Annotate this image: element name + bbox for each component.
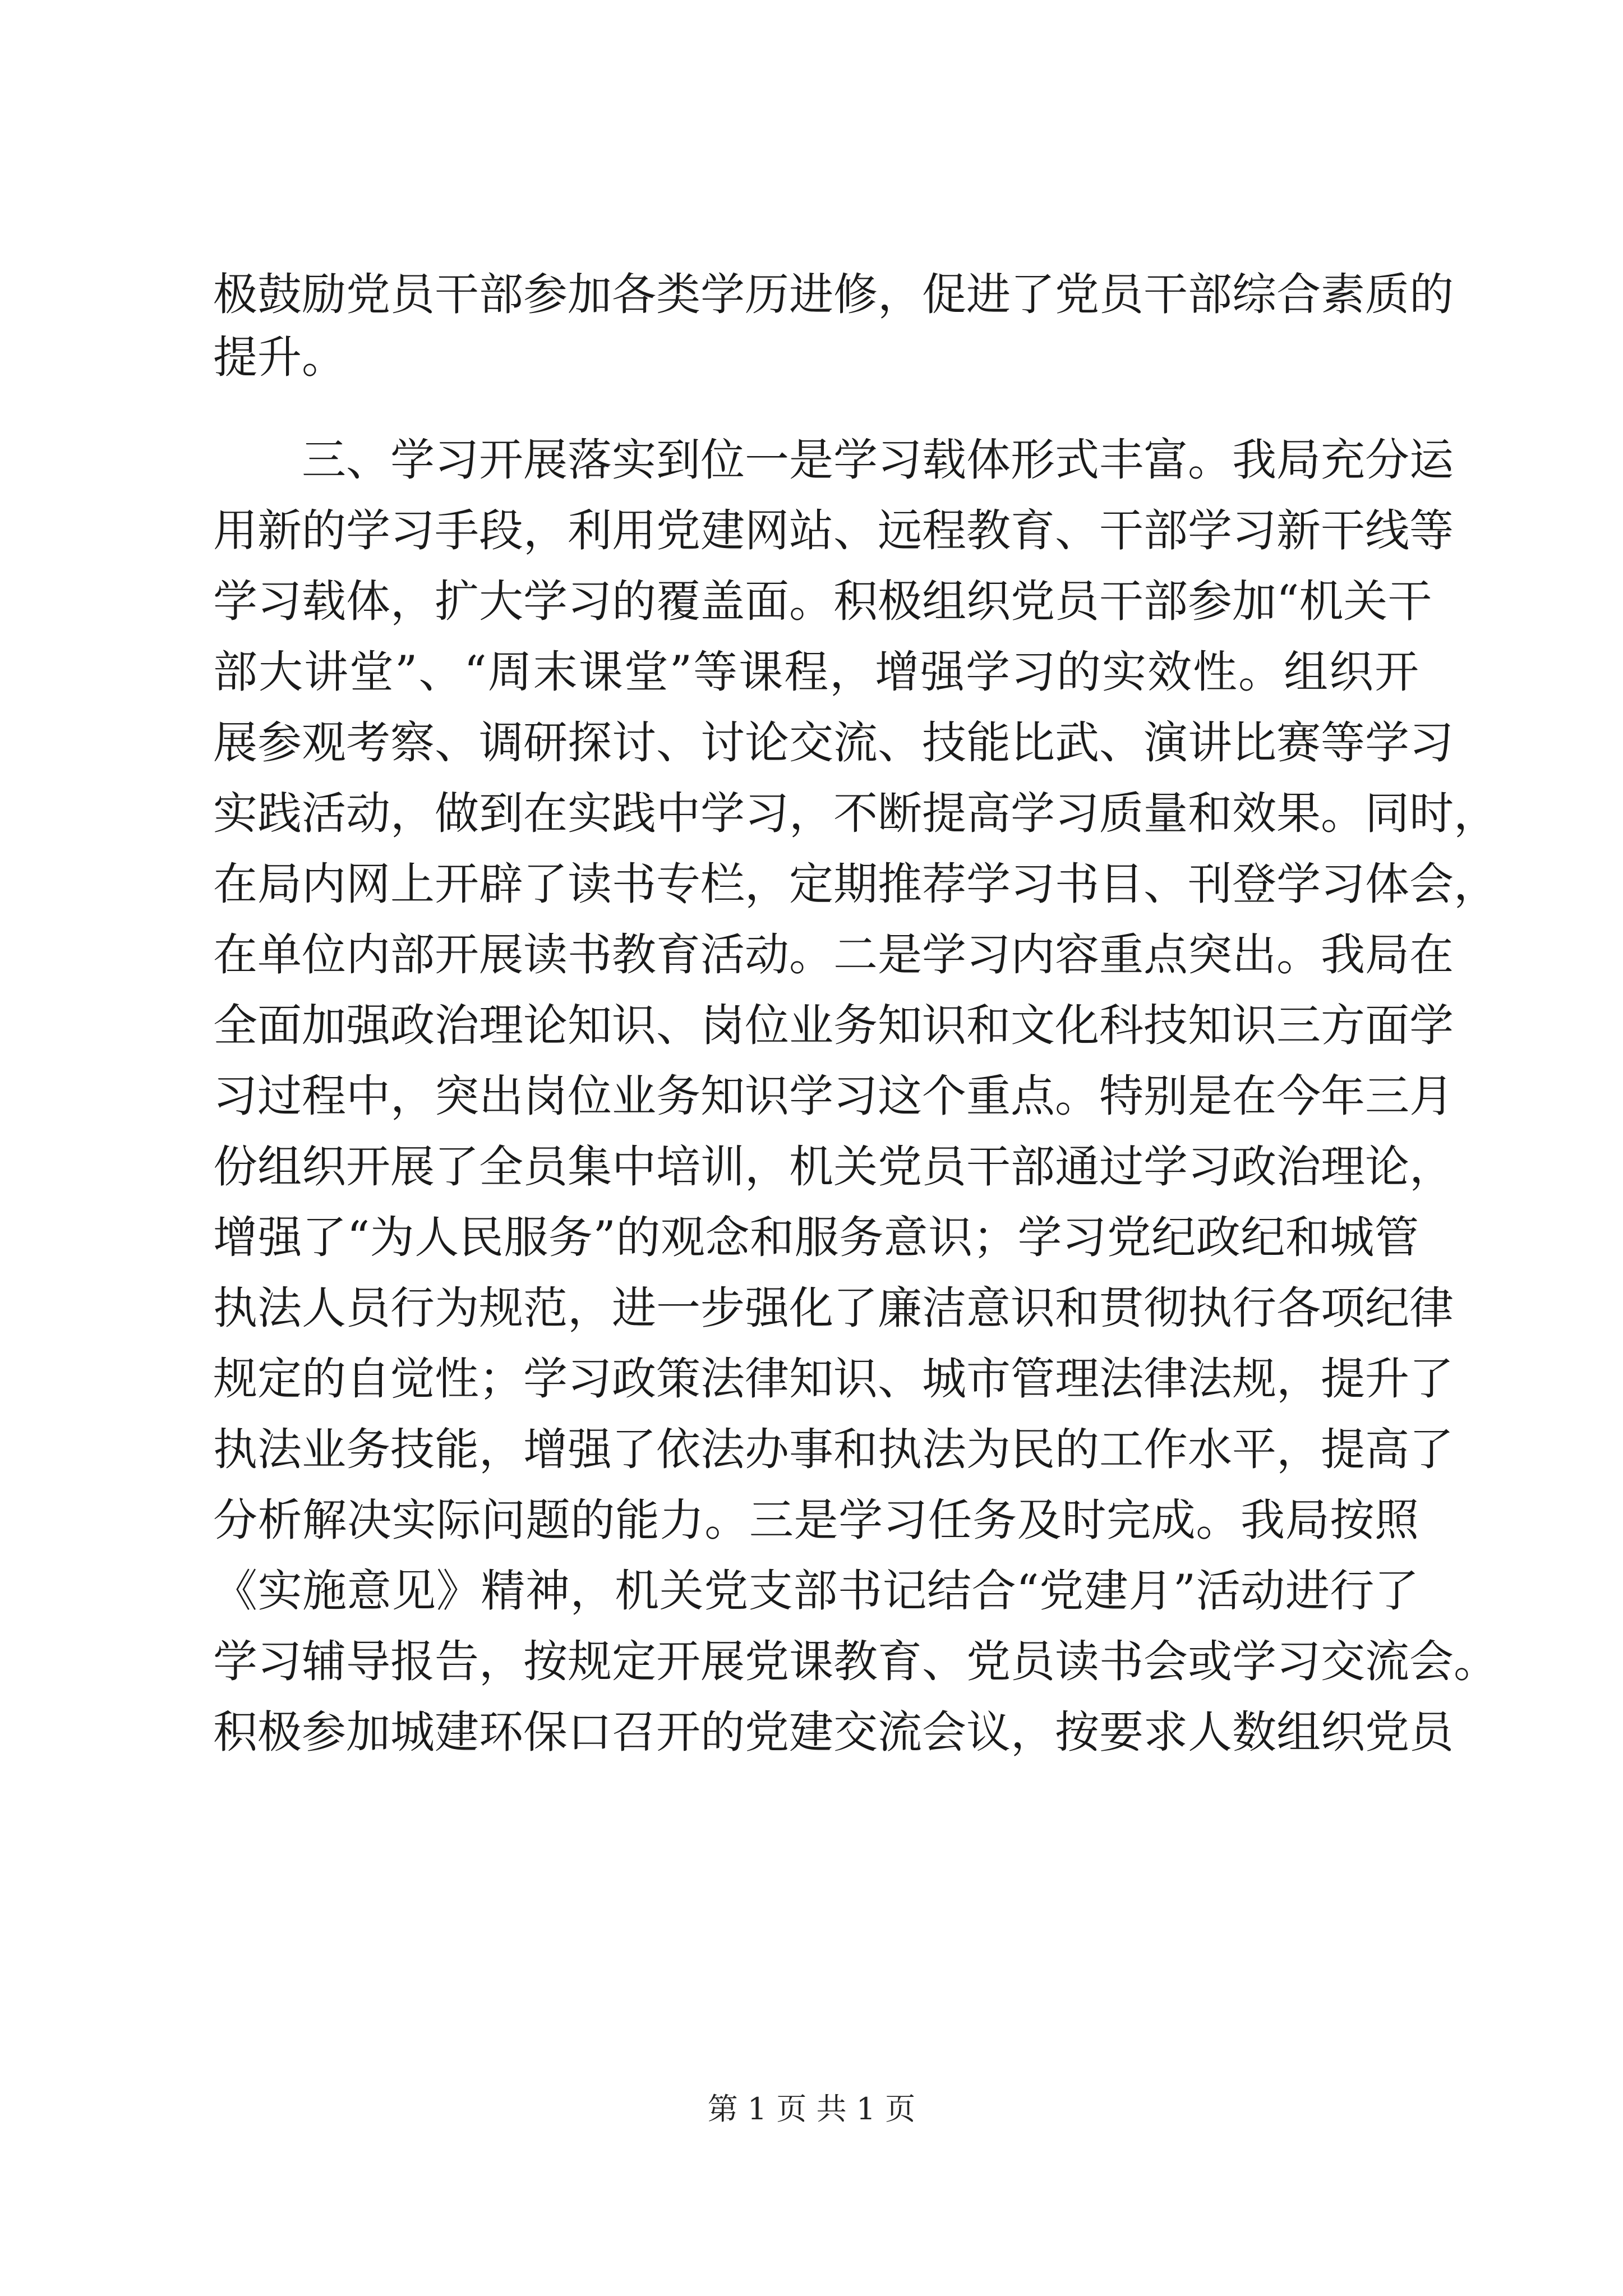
- text-line: 分析解决实际问题的能力。三是学习任务及时完成。我局按照: [213, 1494, 1419, 1546]
- text-line: 全面加强政治理论知识、岗位业务知识和文化科技知识三方面学: [213, 1000, 1454, 1051]
- page-number-footer: 第 1 页 共 1 页: [707, 2091, 916, 2127]
- text-line: 学习辅导报告，按规定开展党课教育、党员读书会或学习交流会。: [213, 1636, 1498, 1687]
- text-line: 部大讲堂”、“周末课堂”等课程，增强学习的实效性。组织开: [213, 646, 1419, 698]
- text-line: 用新的学习手段，利用党建网站、远程教育、干部学习新干线等: [213, 505, 1454, 556]
- text-line: 习过程中，突出岗位业务知识学习这个重点。特别是在今年三月: [213, 1070, 1454, 1122]
- text-line: 增强了“为人民服务”的观念和服务意识；学习党纪政纪和城管: [213, 1212, 1419, 1263]
- text-line: 在局内网上开辟了读书专栏，定期推荐学习书目、刊登学习体会，: [213, 858, 1498, 910]
- text-line: 极鼓励党员干部参加各类学历进修，促进了党员干部综合素质的: [213, 269, 1454, 320]
- text-line: 实践活动，做到在实践中学习，不断提高学习质量和效果。同时，: [213, 788, 1498, 839]
- paragraph-start-line: 三、学习开展落实到位一是学习载体形式丰富。我局充分运: [302, 434, 1454, 486]
- text-line: 提升。: [213, 332, 346, 383]
- text-line: 执法人员行为规范，进一步强化了廉洁意识和贯彻执行各项纪律: [213, 1282, 1454, 1334]
- text-line: 展参观考察、调研探讨、讨论交流、技能比武、演讲比赛等学习: [213, 717, 1454, 769]
- text-line: 执法业务技能，增强了依法办事和执法为民的工作水平，提高了: [213, 1424, 1454, 1475]
- text-line: 在单位内部开展读书教育活动。二是学习内容重点突出。我局在: [213, 929, 1454, 981]
- text-line: 学习载体，扩大学习的覆盖面。积极组织党员干部参加“机关干: [213, 576, 1432, 627]
- text-line: 份组织开展了全员集中培训，机关党员干部通过学习政治理论，: [213, 1141, 1454, 1193]
- text-line: 积极参加城建环保口召开的党建交流会议，按要求人数组织党员: [213, 1706, 1454, 1758]
- text-line: 规定的自觉性；学习政策法律知识、城市管理法律法规，提升了: [213, 1353, 1454, 1405]
- text-line: 《实施意见》精神，机关党支部书记结合“党建月”活动进行了: [213, 1565, 1419, 1617]
